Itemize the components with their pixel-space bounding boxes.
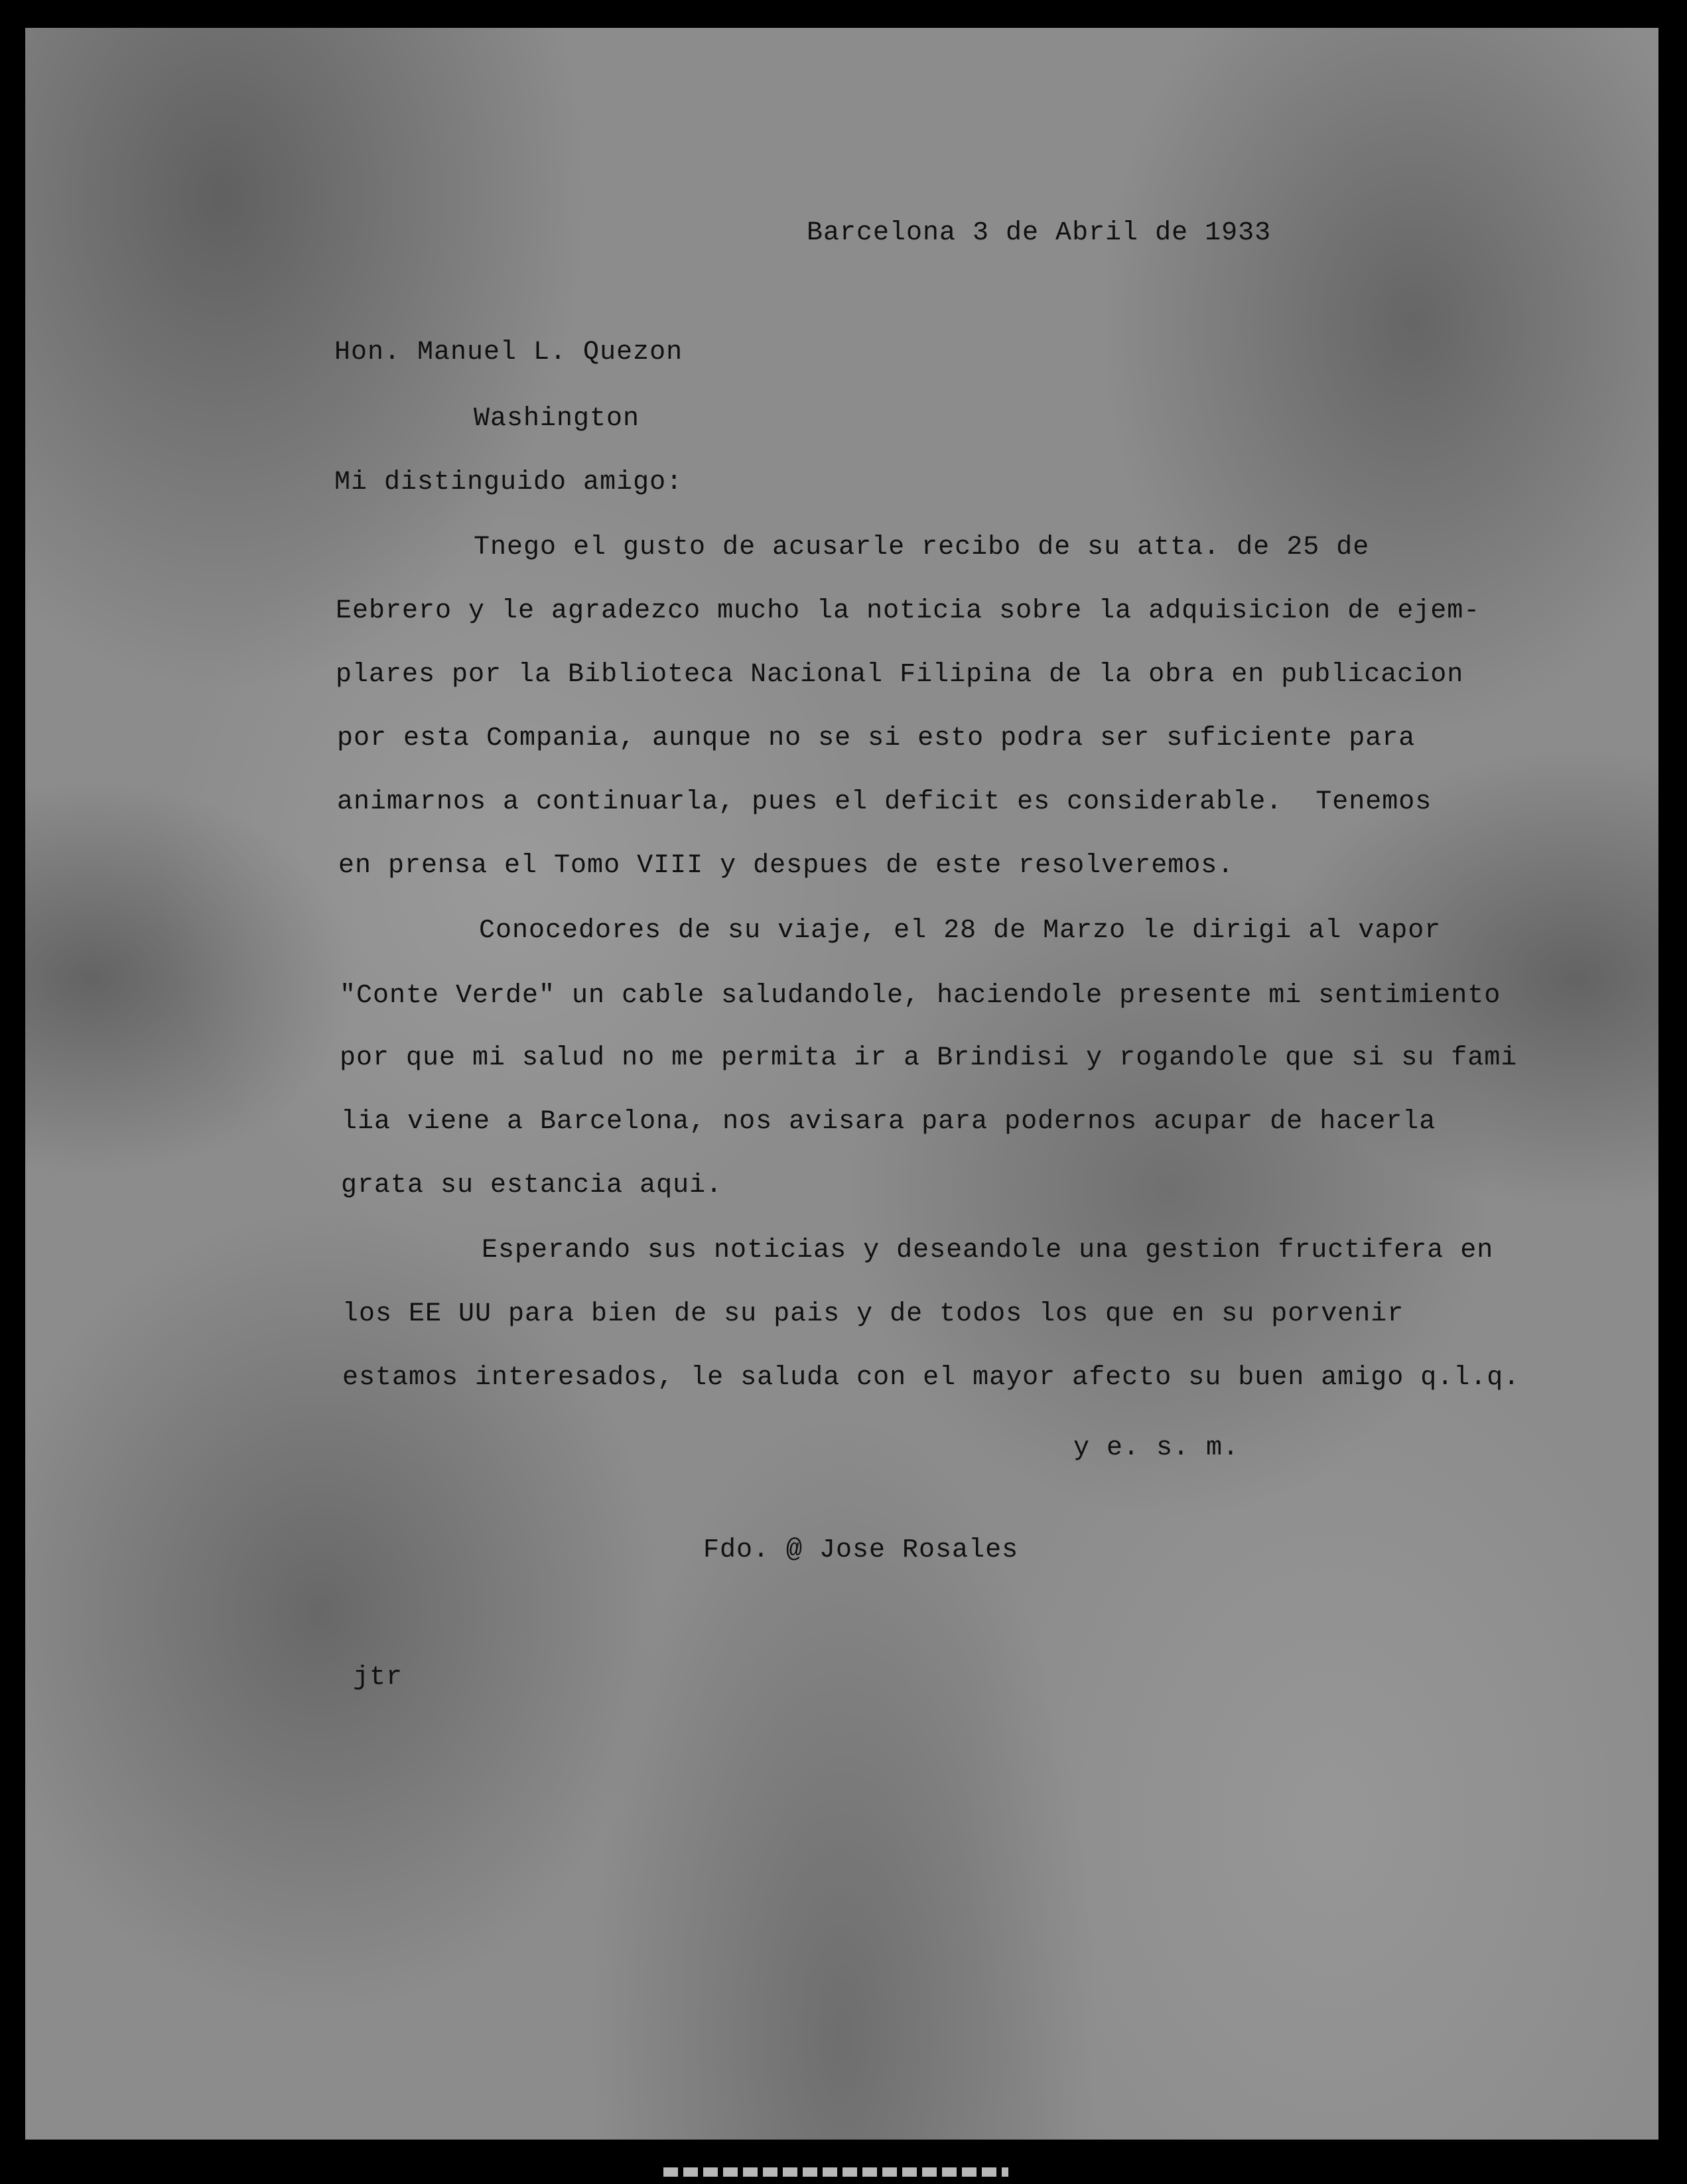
typist-initials: jtr	[353, 1663, 403, 1693]
paragraph-line: "Conte Verde" un cable saludandole, haciendole presente mi sentimiento	[340, 981, 1501, 1011]
letter-page	[25, 28, 1658, 2140]
paragraph-line: plares por la Biblioteca Nacional Filipina de la obra en publicacion	[336, 660, 1464, 690]
recipient-city: Washington	[474, 404, 640, 434]
paragraph-line: animarnos a continuarla, pues el deficit es considerable. Tenemos	[337, 787, 1432, 817]
paragraph-line: en prensa el Tomo VIII y despues de este resolveremos.	[338, 851, 1235, 881]
dateline: Barcelona 3 de Abril de 1933	[807, 218, 1272, 248]
paragraph-line: los EE UU para bien de su pais y de todos los que en su porvenir	[342, 1299, 1404, 1329]
salutation: Mi distinguido amigo:	[334, 468, 683, 497]
paragraph-line: Conocedores de su viaje, el 28 de Marzo le dirigi al vapor	[479, 916, 1442, 946]
paragraph-line: Esperando sus noticias y deseandole una gestion fructifera en	[482, 1236, 1494, 1265]
paragraph-line: grata su estancia aqui.	[341, 1171, 723, 1200]
paragraph-line: lia viene a Barcelona, nos avisara para podernos acupar de hacerla	[341, 1107, 1436, 1137]
closing: y e. s. m.	[1073, 1433, 1240, 1463]
paragraph-line: por esta Compania, aunque no se si esto podra ser suficiente para	[337, 724, 1416, 753]
paragraph-line: por que mi salud no me permita ir a Brindisi y rogandole que si su fami	[340, 1043, 1518, 1073]
paragraph-line: Eebrero y le agradezco mucho la noticia sobre la adquisicion de ejem-	[336, 596, 1481, 626]
paragraph-line: estamos interesados, le saluda con el mayor afecto su buen amigo q.l.q.	[342, 1363, 1520, 1393]
film-edge-strip	[663, 2167, 1008, 2177]
paragraph-line: Tnego el gusto de acusarle recibo de su atta. de 25 de	[474, 533, 1370, 562]
signature: Fdo. @ Jose Rosales	[703, 1535, 1019, 1565]
recipient-name: Hon. Manuel L. Quezon	[334, 338, 683, 367]
